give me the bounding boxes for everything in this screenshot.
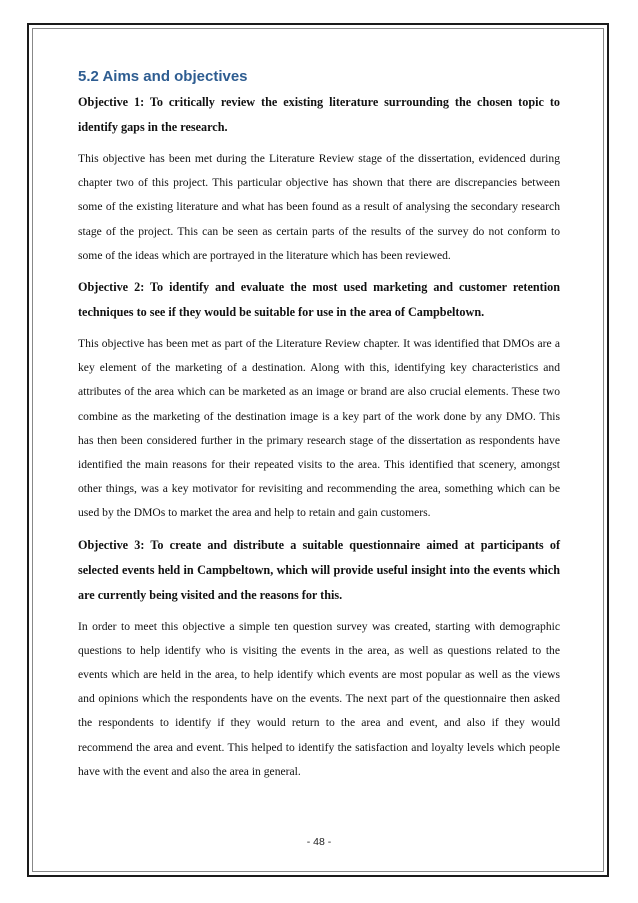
objective-2-body: This objective has been met as part of the Literature Review chapter. It was identified that DMOs are a key element of the marketing of a destination. Along with this, identifying key characteristics and attributes of the area which can be marketed as an image or brand are also crucial elements. These two combine as the marketing of the destination image is a key part of the work done by any DMO. This has then been considered further in the primary research stage of the dissertation as respondents have identified the main reasons for their repeated visits to the area. This identified that scenery, amongst other things, was a key motivator for revisiting and recommending the area, something which can be used by the DMOs to market the area and help to retain and gain customers.	[78, 337, 560, 520]
page-number: - 48 -	[306, 836, 332, 848]
objective-3-body: In order to meet this objective a simple ten question survey was created, starting with demographic questions to help identify who is visiting the events in the area, as well as questions related to the events which are held in the area, to help identify which events are most popular as well as the views and opinions which the respondents have on the events. The next part of the questionnaire then asked the respondents to identify if they would return to the area and event, and also if they would recommend the area and event. This helped to identify the satisfaction and loyalty levels which people have with the event and also the area in general.	[78, 619, 560, 778]
objective-2-title: Objective 2: To identify and evaluate the most used marketing and customer retention techniques to see if they would be suitable for use in the area of Campbeltown.	[78, 280, 560, 320]
document-body	[78, 66, 560, 791]
objective-1-title: Objective 1: To critically review the existing literature surrounding the chosen topic to identify gaps in the research.	[78, 95, 560, 134]
objective-1-body: This objective has been met during the Literature Review stage of the dissertation, evidenced during chapter two of this project. This particular objective has shown that there are discrepancies between some of the existing literature and what has been found as a result of analysing the secondary research stage of the project. This can be seen as certain parts of the results of the survey do not conform to some of the ideas which are portrayed in the literature which has been reviewed.	[78, 152, 560, 262]
objective-3-title: Objective 3: To create and distribute a suitable questionnaire aimed at participants of selected events held in Campbeltown, which will provide useful insight into the events which are currently being visited and the reasons for this.	[78, 537, 560, 602]
section-heading: 5.2 Aims and objectives	[78, 68, 248, 85]
